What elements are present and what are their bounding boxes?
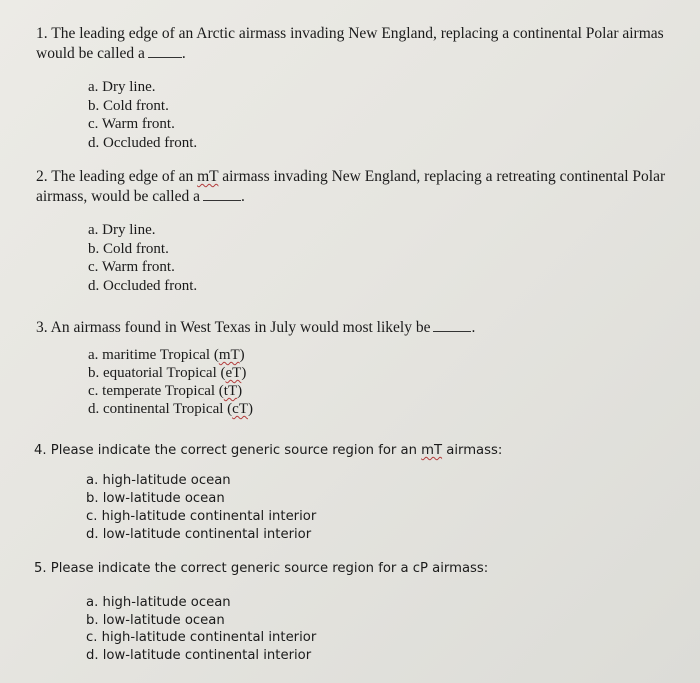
option-d[interactable]: d. Occluded front. [88, 134, 198, 151]
question-1 [36, 25, 700, 63]
blank-suffix: . [471, 319, 476, 336]
answer-blank [203, 186, 241, 201]
option-c-term: tT [223, 383, 238, 399]
question-2-options [88, 221, 197, 295]
option-d-close: ) [247, 401, 253, 417]
option-a-term: mT [218, 347, 240, 363]
option-d-term: cT [232, 401, 248, 417]
option-c[interactable] [88, 382, 253, 400]
question-2-text-pre: 2. The leading edge of an [36, 168, 198, 185]
question-2-line1 [36, 168, 700, 186]
question-3-options [88, 346, 253, 418]
option-b-text: b. equatorial Tropical ( [88, 365, 226, 381]
option-a[interactable] [88, 346, 253, 364]
option-b[interactable]: b. low-latitude ocean [86, 491, 225, 506]
question-1-line2 [36, 43, 700, 63]
option-d-text: d. continental Tropical ( [88, 401, 233, 417]
question-2-term: mT [197, 168, 219, 185]
option-a[interactable]: a. Dry line. [88, 222, 156, 238]
question-4-text-pre: 4. Please indicate the correct generic source region for an [34, 443, 422, 458]
option-b-close: ) [241, 365, 247, 381]
question-4-term: mT [421, 443, 443, 458]
question-2-text-post: airmass invading New England, replacing a retreating continental Polar [218, 168, 666, 185]
option-b[interactable]: b. low-latitude ocean [86, 612, 225, 628]
option-d[interactable]: d. Occluded front. [88, 277, 198, 294]
option-c[interactable]: c. Warm front. [88, 259, 175, 275]
question-2-line2 [36, 186, 700, 206]
question-4 [34, 442, 700, 460]
option-a-text: a. maritime Tropical ( [88, 347, 219, 363]
blank-suffix: . [240, 188, 245, 205]
option-a[interactable]: a. high-latitude ocean [86, 473, 231, 488]
question-4-options [86, 472, 316, 544]
option-c[interactable]: c. high-latitude continental interior [86, 509, 317, 524]
question-4-text-post: airmass: [442, 443, 503, 458]
option-a-close: ) [239, 347, 245, 363]
option-c-text: c. temperate Tropical ( [88, 383, 224, 399]
question-2 [36, 168, 700, 206]
blank-suffix: . [181, 45, 186, 62]
option-b-term: eT [225, 365, 242, 381]
option-a[interactable]: a. Dry line. [88, 79, 156, 95]
option-b[interactable] [88, 364, 253, 382]
question-5-line1: 5. Please indicate the correct generic source region for a cP airmass: [34, 561, 489, 576]
question-3-text: 3. An airmass found in West Texas in July would most likely be [36, 319, 431, 336]
question-1-line1: 1. The leading edge of an Arctic airmass invading New England, replacing a continental Polar airmas [36, 25, 664, 42]
option-a[interactable]: a. high-latitude ocean [86, 595, 231, 610]
option-d[interactable] [88, 400, 253, 418]
answer-blank [433, 317, 471, 332]
question-1-line2-text: would be called a [36, 45, 145, 62]
option-d[interactable]: d. low-latitude continental interior [86, 647, 312, 663]
option-c-close: ) [237, 383, 243, 399]
option-c[interactable]: c. Warm front. [88, 116, 175, 132]
question-1-options [88, 78, 197, 152]
question-4-line1 [34, 442, 700, 460]
option-c[interactable]: c. high-latitude continental interior [86, 630, 317, 645]
question-3 [36, 317, 700, 337]
question-2-line2-text: airmass, would be called a [36, 188, 200, 205]
option-d[interactable]: d. low-latitude continental interior [86, 527, 312, 542]
option-b[interactable]: b. Cold front. [88, 240, 169, 257]
question-5 [34, 560, 700, 578]
option-b[interactable]: b. Cold front. [88, 97, 169, 114]
question-5-options [86, 594, 316, 664]
question-3-line1 [36, 317, 700, 337]
answer-blank [148, 43, 182, 58]
